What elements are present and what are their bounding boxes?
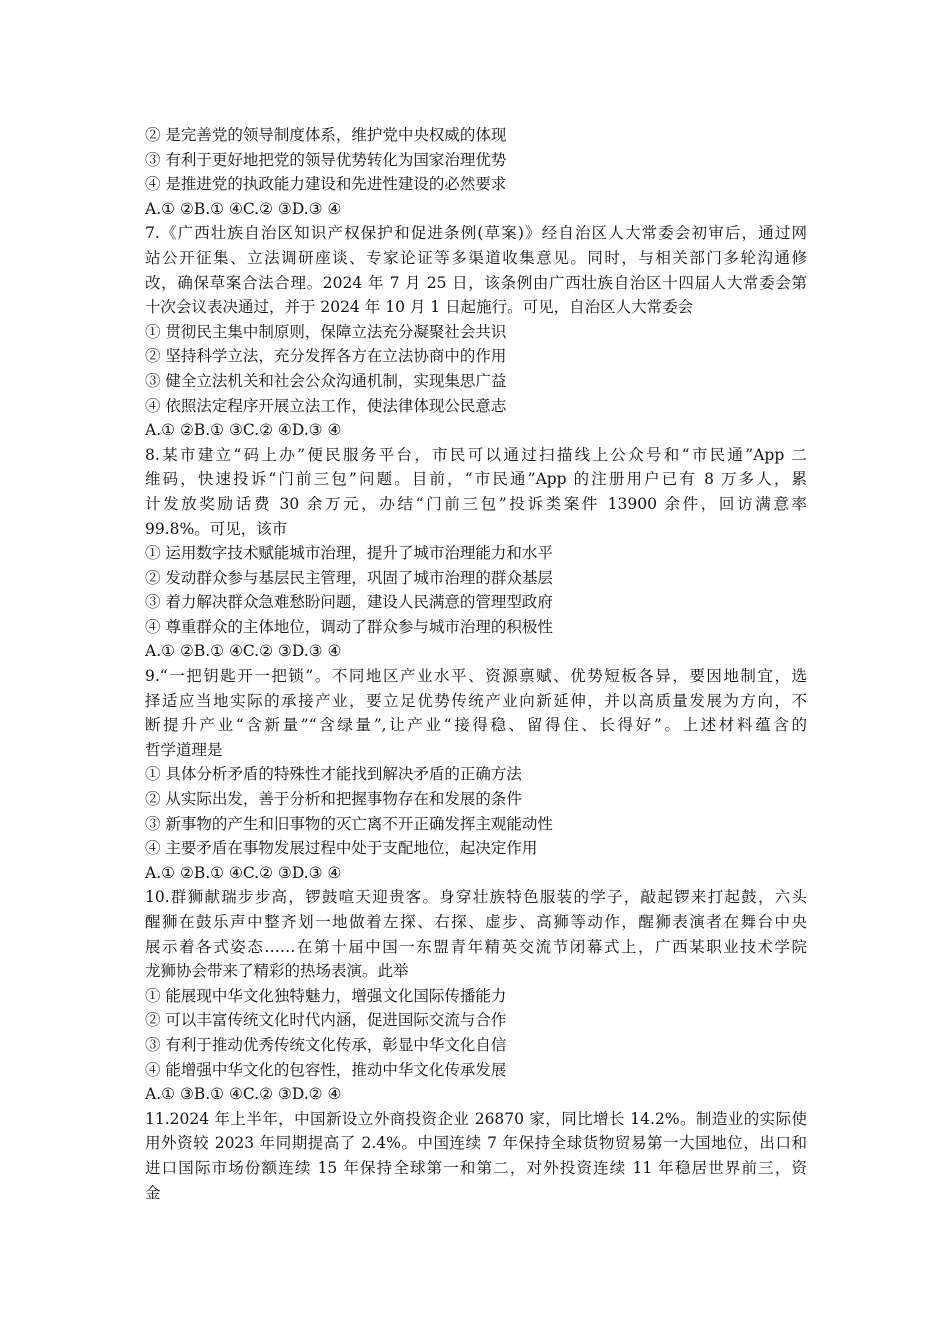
text-line: 醒狮在鼓乐声中整齐划一地做着左探、右探、虚步、高狮等动作，醒狮表演者在舞台中央 (145, 913, 807, 931)
text-line: ① 运用数字技术赋能城市治理，提升了城市治理能力和水平 (145, 544, 553, 563)
text-line: 金 (145, 1183, 161, 1202)
text-line: ① 能展现中华文化独特魅力，增强文化国际传播能力 (145, 986, 507, 1005)
text-line: ② 可以丰富传统文化时代内涵，促进国际交流与合作 (145, 1011, 507, 1030)
text-line: A.① ③B.① ④C.② ③D.② ④ (145, 1085, 342, 1104)
text-line: 8.某市建立“码上办”便民服务平台，市民可以通过扫描线上公众号和“市民通”App 二 (145, 445, 807, 464)
text-line: A.① ②B.① ④C.② ③D.③ ④ (145, 863, 342, 882)
text-line: ④ 尊重群众的主体地位，调动了群众参与城市治理的积极性 (145, 617, 553, 636)
text-line: ④ 是推进党的执政能力建设和先进性建设的必然要求 (145, 175, 507, 194)
text-line: 9.“一把钥匙开一把锁”。不同地区产业水平、资源禀赋、优势短板各异，要因地制宜，选 (145, 667, 807, 686)
text-line: ③ 有利于推动优秀传统文化传承，彰显中华文化自信 (145, 1035, 507, 1054)
text-line: 择适应当地实际的承接产业，要立足优势传统产业向新延伸，并以高质量发展为方向，不 (145, 691, 807, 710)
text-line: ③ 着力解决群众急难愁盼问题，建设人民满意的管理型政府 (145, 593, 553, 612)
text-line: 站公开征集、立法调研座谈、专家论证等多渠道收集意见。同时，与相关部门多轮沟通修 (145, 248, 807, 267)
document-body (145, 123, 807, 1205)
text-line: ① 具体分析矛盾的特殊性才能找到解决矛盾的正确方法 (145, 765, 522, 784)
text-line: 断提升产业“含新量”“含绿量”,让产业“接得稳、留得住、长得好”。上述材料蕴含的 (145, 716, 807, 735)
text-line: ② 从实际出发，善于分析和把握事物存在和发展的条件 (145, 790, 522, 809)
text-line: A.① ②B.① ④C.② ③D.③ ④ (145, 199, 342, 218)
text-line: ① 贯彻民主集中制原则，保障立法充分凝聚社会共识 (145, 322, 507, 341)
text-line: ③ 健全立法机关和社会公众沟通机制，实现集思广益 (145, 371, 507, 390)
text-line: A.① ②B.① ③C.② ④D.③ ④ (145, 421, 342, 440)
text-line: 计发放奖励话费 30 余万元，办结“门前三包”投诉类案件 13900 余件，回访满意率 (145, 494, 807, 513)
text-line: ③ 有利于更好地把党的领导优势转化为国家治理优势 (145, 150, 507, 169)
text-line: ② 发动群众参与基层民主管理，巩固了城市治理的群众基层 (145, 568, 553, 587)
text-line: ② 是完善党的领导制度体系，维护党中央权威的体现 (145, 126, 507, 144)
text-line: ③ 新事物的产生和旧事物的灭亡离不开正确发挥主观能动性 (145, 814, 553, 833)
text-line: 改，确保草案合法合理。2024 年 7 月 25 日，该条例由广西壮族自治区十四届人大常委会第 (145, 273, 807, 292)
text-line: 展示着各式姿态……在第十届中国一东盟青年精英交流节闭幕式上，广西某职业技术学院 (145, 937, 807, 956)
text-line: ② 坚持科学立法，充分发挥各方在立法协商中的作用 (145, 347, 507, 366)
text-line: 11.2024 年上半年，中国新设立外商投资企业 26870 家，同比增长 14.2%。制造业的实际使 (145, 1109, 807, 1128)
text-line: ④ 主要矛盾在事物发展过程中处于支配地位，起决定作用 (145, 839, 538, 858)
text-line: 10.群狮献瑞步步高，锣鼓喧天迎贵客。身穿壮族特色服装的学子，敲起锣来打起鼓，六头 (145, 888, 807, 907)
text-line: 十次会议表决通过，并于 2024 年 10 月 1 日起施行。可见，自治区人大常委会 (145, 298, 694, 317)
text-line: 维码，快速投诉“门前三包”问题。目前，“市民通”App 的注册用户已有 8 万多人，累 (145, 470, 807, 489)
text-line: 7.《广西壮族自治区知识产权保护和促进条例(草案)》经自治区人大常委会初审后，通过网 (145, 224, 807, 243)
text-line: 用外资较 2023 年同期提高了 2.4%。中国连续 7 年保持全球货物贸易第一大国地位，出口和 (145, 1134, 807, 1153)
text-line: 进口国际市场份额连续 15 年保持全球第一和第二，对外投资连续 11 年稳居世界前三，资 (145, 1158, 807, 1177)
text-line: A.① ②B.① ④C.② ③D.③ ④ (145, 642, 342, 661)
text-line: 99.8%。可见，该市 (145, 519, 288, 538)
text-line: 哲学道理是 (145, 740, 223, 759)
text-line: ④ 依照法定程序开展立法工作，使法律体现公民意志 (145, 396, 507, 415)
text-line: 龙狮协会带来了精彩的热场表演。此举 (145, 962, 409, 981)
text-line: ④ 能增强中华文化的包容性，推动中华文化传承发展 (145, 1060, 507, 1079)
